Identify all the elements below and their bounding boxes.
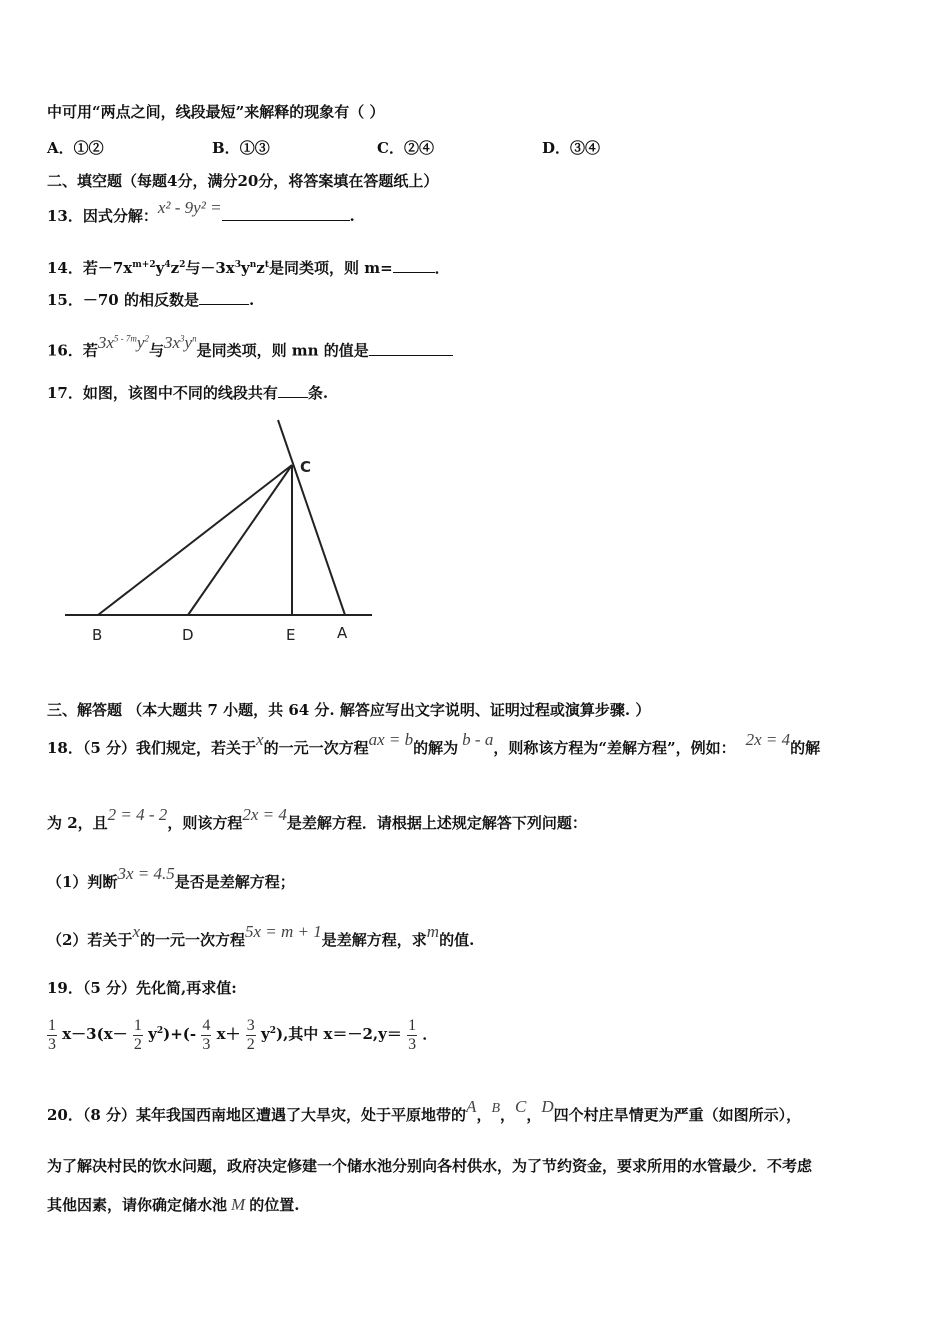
q18-sub1: （1）判断3x = 4.5是否是差解方程； [47,864,295,891]
q12-stem: 中可用“两点之间，线段最短”来解释的现象有（ ） [47,103,385,121]
segment-figure [60,415,380,650]
q12-option-d: D．③④ [542,139,601,157]
q17: 17．如图，该图中不同的线段共有 条. [47,384,329,402]
q20-line2: 为了解决村民的饮水问题，政府决定修建一个储水池分别向各村供水，为了节约资金，要求所用的水管最少．不考虑 [47,1157,813,1175]
q12-option-a: A．①② [47,139,104,157]
label-d: D [182,626,194,644]
q18-line1: 18．（5 分）我们规定，若关于x的一元一次方程ax = b的解为 b - a，则称该方程为“差解方程”，例如： 2x = 4的解 [47,730,821,757]
section2-title: 二、填空题（每题4分，满分20分，将答案填在答题纸上） [47,172,439,190]
label-a: A [337,624,348,642]
label-e: E [286,626,296,644]
q16: 16．若$3x^{5 - 7m}y^2$与$3x^3y^n$是同类项，则 mn 的值是 [47,336,453,361]
q13: 13．因式分解：x² - 9y² = . [47,198,355,225]
q20-line1: 20．（8 分）某年我国西南地区遭遇了大旱灾，处于平原地带的A，B，C，D四个村庄旱情更为严重（如图所示）， [47,1097,802,1124]
line-ca-extended [278,420,345,615]
q12-option-c: C．②④ [377,139,434,157]
segment-cd [188,465,292,615]
label-c: C [300,458,312,476]
q20-line3: 其他因素，请你确定储水池 M 的位置. [47,1195,300,1214]
section3-title: 三、解答题 （本大题共 7 小题，共 64 分. 解答应写出文字说明、证明过程或演算步骤. ） [47,701,651,719]
q18-sub2: （2）若关于x的一元一次方程5x = m + 1是差解方程，求m的值. [47,922,475,949]
q14: 14．若$-7x^{m+2}y^4z^2$与$-3x^3y^nz^t$是同类项，则 m= ． [47,259,450,277]
q12-option-b: B．①③ [212,139,270,157]
q19-expression: $\frac{1}{3}$ x－3(x－ $\frac{1}{2}$ $y^2)+(-$ $\frac{4}{3}$ x＋ $\frac{3}{2}$ $y^2$),其中 x＝－2,y＝ $\frac{1}{3}$ ． [48,1016,438,1053]
q18-line2: 为 2，且2 = 4 - 2，则该方程2x = 4是差解方程．请根据上述规定解答下列问题： [47,805,587,832]
q15: 15．－70 的相反数是 . [47,291,255,309]
q19-title: 19．（5 分）先化简,再求值: [47,979,237,997]
segment-cb [98,465,292,615]
label-b: B [92,626,103,644]
